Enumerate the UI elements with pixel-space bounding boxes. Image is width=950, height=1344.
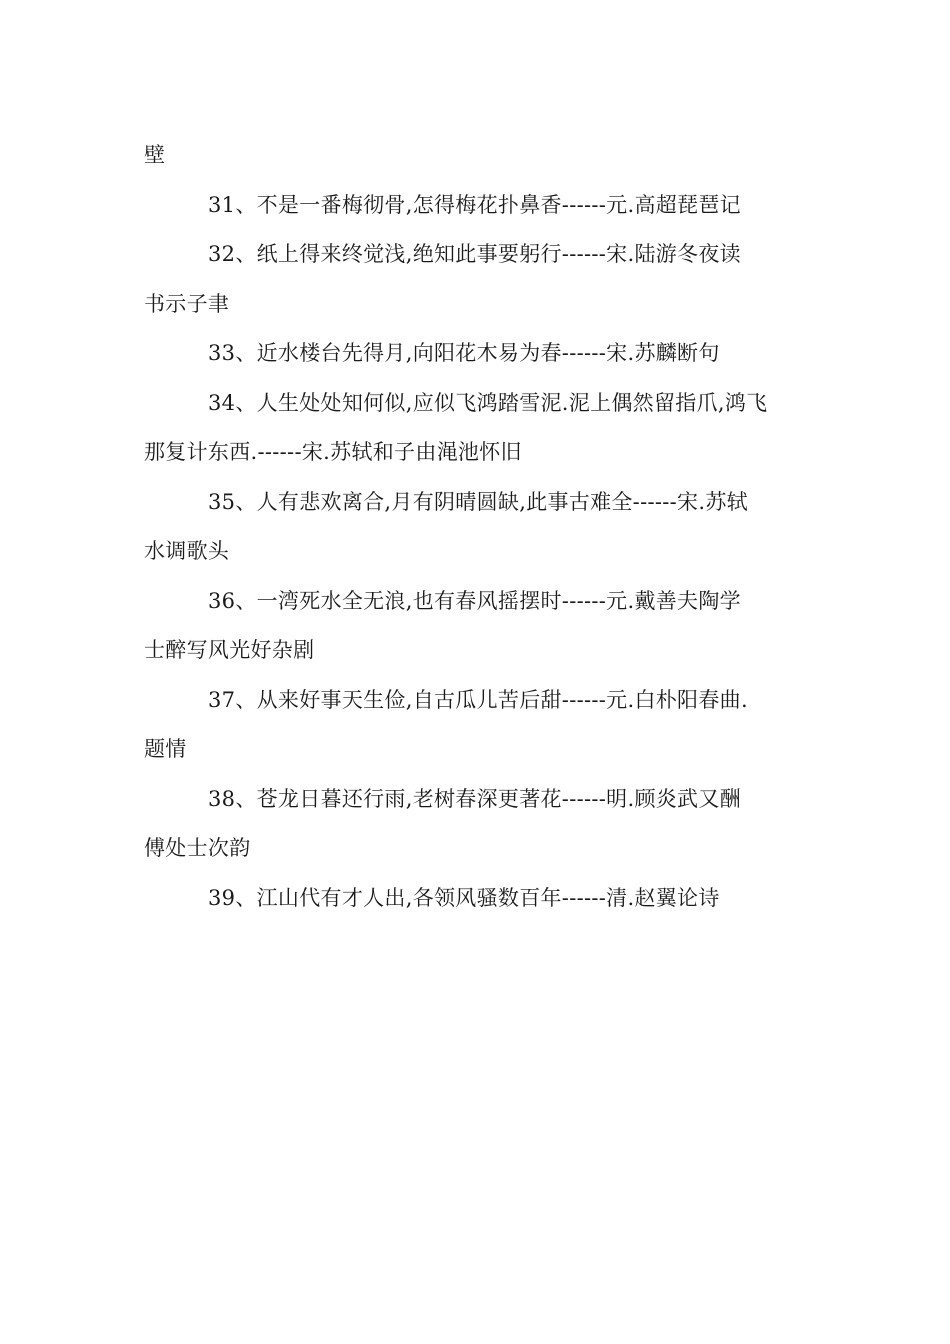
text-line: 水调歌头 [144, 539, 230, 563]
document-body [144, 131, 810, 923]
text-line: 31、不是一番梅彻骨,怎得梅花扑鼻香------元.高超琵琶记 [208, 192, 741, 217]
text-line: 39、江山代有才人出,各领风骚数百年------清.赵翼论诗 [208, 885, 720, 910]
text-line: 33、近水楼台先得月,向阳花木易为春------宋.苏麟断句 [208, 341, 720, 365]
text-line: 书示子聿 [144, 291, 230, 316]
text-line: 傅处士次韵 [144, 836, 251, 860]
text-line: 壁 [144, 143, 166, 167]
text-line: 士醉写风光好杂剧 [144, 638, 315, 662]
text-line: 37、从来好事天生俭,自古瓜儿苦后甜------元.白朴阳春曲. [208, 687, 748, 712]
text-line: 32、纸上得来终觉浅,绝知此事要躬行------宋.陆游冬夜读 [208, 242, 741, 266]
text-line: 38、苍龙日暮还行雨,老树春深更著花------明.顾炎武又酬 [208, 786, 741, 811]
text-line: 那复计东西.------宋.苏轼和子由渑池怀旧 [144, 440, 522, 464]
text-line: 35、人有悲欢离合,月有阴晴圆缺,此事古难全------宋.苏轼 [208, 489, 748, 514]
text-line: 题情 [144, 737, 187, 761]
text-line: 34、人生处处知何似,应似飞鸿踏雪泥.泥上偶然留指爪,鸿飞 [208, 390, 768, 415]
text-line: 36、一湾死水全无浪,也有春风摇摆时------元.戴善夫陶学 [208, 588, 741, 613]
